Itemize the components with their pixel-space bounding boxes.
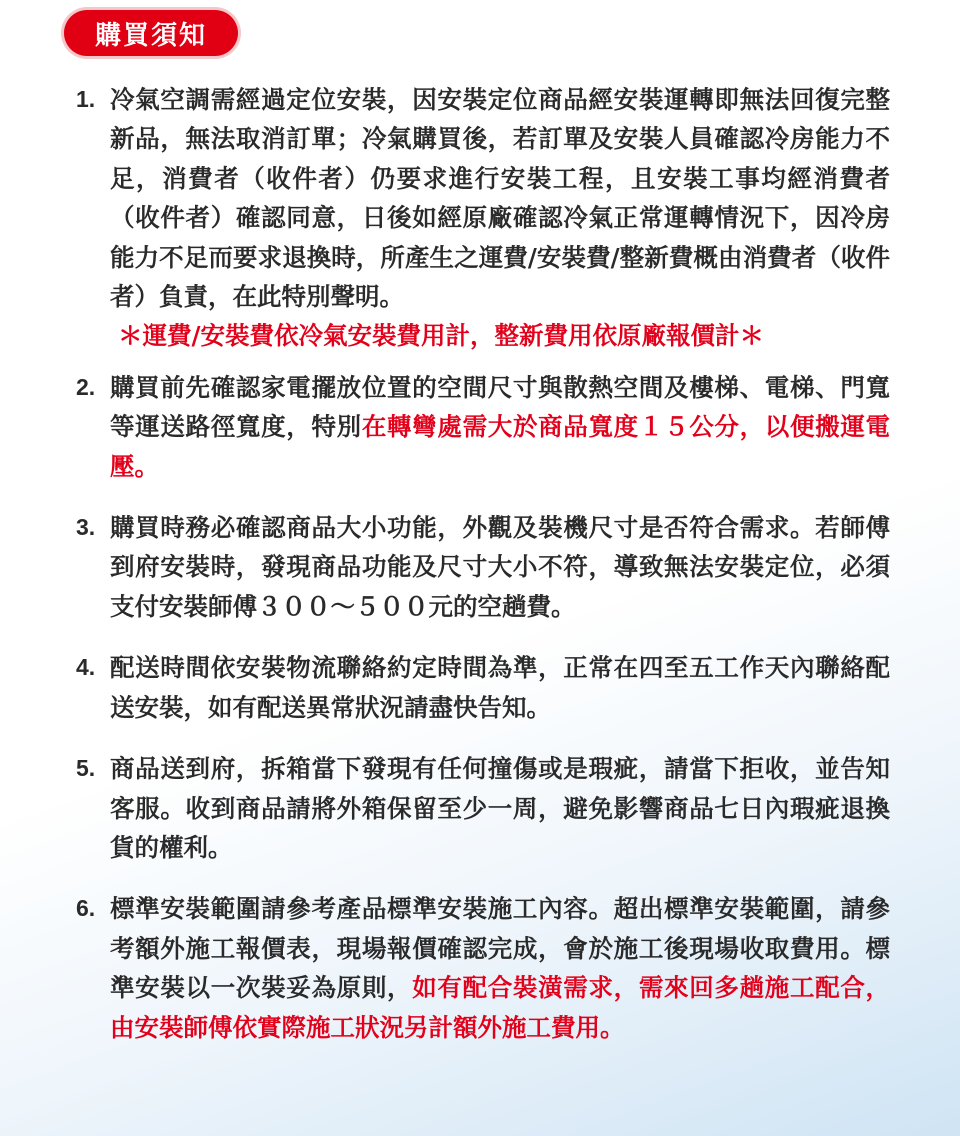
list-item-2	[76, 368, 896, 486]
item-highlight: 在轉彎處需大於商品寬度１５公分，以便搬運電壓。	[110, 412, 891, 481]
item-text: 標準安裝範圍請參考產品標準安裝施工內容。超出標準安裝範圍，請參考額外施工報價表，現場報價確認完成，會於施工後現場收取費用。標準安裝以一次裝妥為原則，	[110, 894, 890, 1003]
list-item-3	[76, 508, 896, 626]
list-item-4	[76, 648, 896, 727]
item-number: 2.	[76, 373, 96, 400]
item-number: 6.	[76, 895, 96, 922]
item-text: 購買前先確認家電擺放位置的空間尺寸與散熱空間及樓梯、電梯、門寬等運送路徑寬度，特別	[110, 372, 890, 442]
page-title-badge: 購買須知	[64, 10, 238, 56]
item-number: 3.	[76, 514, 96, 541]
list-item-6	[76, 889, 896, 1047]
item-number: 4.	[76, 654, 96, 681]
list-item-5	[76, 749, 896, 867]
notice-list	[76, 80, 896, 1047]
item-text: 商品送到府，拆箱當下發現有任何撞傷或是瑕疵，請當下拒收，並告知客服。收到商品請將外箱保留至少一周，避免影響商品七日內瑕疵退換貨的權利。	[110, 754, 890, 862]
item-text: 配送時間依安裝物流聯絡約定時間為準，正常在四至五工作天內聯絡配送安裝，如有配送異常狀況請盡快告知。	[110, 653, 890, 722]
item-text: 冷氣空調需經過定位安裝，因安裝定位商品經安裝運轉即無法回復完整新品，無法取消訂單；冷氣購買後，若訂單及安裝人員確認冷房能力不足，消費者（收件者）仍要求進行安裝工程，且安裝工事均經消費者（收件者）確認同意，日後如經原廠確認冷氣正常運轉情況下，因冷房能力不足而要求退換時，所產生之運費/安裝費/整新費概由消費者（收件者）負責，在此特別聲明。	[110, 85, 890, 312]
list-item-1	[76, 80, 896, 356]
item-note: ＊運費/安裝費依冷氣安裝費用計，整新費用依原廠報價計＊	[118, 321, 764, 351]
item-highlight: 如有配合裝潢需求，需來回多趟施工配合，由安裝師傅依實際施工狀況另計額外施工費用。	[110, 973, 891, 1042]
item-text: 購買時務必確認商品大小功能，外觀及裝機尺寸是否符合需求。若師傅到府安裝時，發現商品功能及尺寸大小不符，導致無法安裝定位，必須支付安裝師傅３００～５００元的空趟費。	[110, 513, 890, 621]
item-number: 1.	[76, 86, 96, 112]
item-number: 5.	[76, 755, 96, 782]
